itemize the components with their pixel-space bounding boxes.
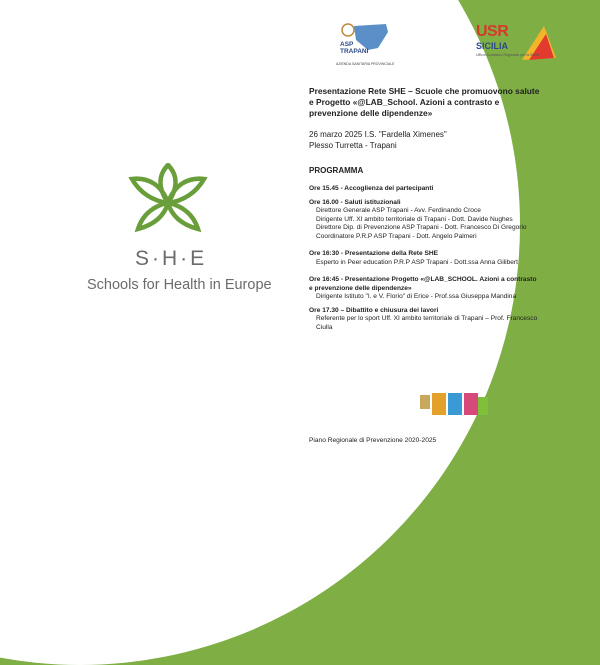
programma-line: Ore 17.30 – Dibattito e chiusura dei lavori [309, 306, 439, 314]
programma-line: Coordinatore P.R.P ASP Trapani - Dott. Angelo Palmeri [316, 232, 477, 240]
cbf-logo [418, 391, 490, 419]
programma-heading: PROGRAMMA [309, 166, 364, 175]
title-line-1: Presentazione Rete SHE – Scuole che promuovono salute [309, 86, 540, 96]
she-subtitle: Schools for Health in Europe [87, 277, 272, 293]
programma-line: Ore 16.00 - Saluti istituzionali [309, 198, 401, 206]
programma-line: Dirigente Uff. XI ambito territoriale di Trapani - Dott. Davide Nughes [316, 215, 513, 223]
date-line: 26 marzo 2025 I.S. "Fardella Ximenes" [309, 130, 447, 139]
programma-line: Ore 16:45 - Presentazione Progetto «@LAB_SCHOOL. Azioni a contrasto [309, 276, 537, 283]
programma-line: Ore 16:30 - Presentazione della Rete SHE [309, 250, 438, 257]
asp-caption: AZIENDA SANITARIA PROVINCIALE [336, 62, 395, 66]
footer-text: Piano Regionale di Prevenzione 2020-2025 [309, 437, 437, 444]
programma-line: e prevenzione delle dipendenze» [309, 284, 412, 292]
she-leaf-logo [118, 163, 218, 243]
programma-line: Esperto in Peer education P.R.P ASP Trapani - Dott.ssa Anna Gilibert [316, 258, 518, 266]
event-title [309, 86, 597, 119]
programma-line: Direttore Generale ASP Trapani - Avv. Ferdinando Croce [316, 207, 481, 214]
usr-name: USR [476, 23, 509, 40]
title-line-3: prevenzione delle dipendenze» [309, 108, 433, 118]
venue-line: Plesso Turretta - Trapani [309, 141, 397, 150]
event-date [309, 129, 597, 151]
programma-list [309, 185, 597, 332]
programma-line: Direttore Dip. di Prevenzione ASP Trapani - Dott. Francesco Di Gregorio [316, 224, 527, 231]
programma-line: Ciulla [316, 323, 333, 331]
title-line-2: e Progetto «@LAB_School. Azioni a contrasto e [309, 97, 500, 107]
usr-region: SICILIA [476, 41, 509, 51]
she-title: S·H·E [135, 247, 208, 270]
usr-caption: Ufficio Scolastico Regionale per la Sicilia [476, 53, 540, 57]
asp-name: ASP [340, 41, 354, 48]
asp-city: TRAPANI [340, 48, 369, 55]
programma-line: Referente per lo sport Uff. XI ambito territoriale di Trapani – Prof. Francesco [316, 315, 538, 322]
asp-text [340, 41, 368, 55]
event-content [309, 86, 597, 332]
programma-line: Dirigente Istituto "I. e V. Florio" di Erice - Prof.ssa Giuseppa Mandina [316, 293, 517, 300]
programma-line: Ore 15.45 - Accoglienza dei partecipanti [309, 185, 434, 192]
